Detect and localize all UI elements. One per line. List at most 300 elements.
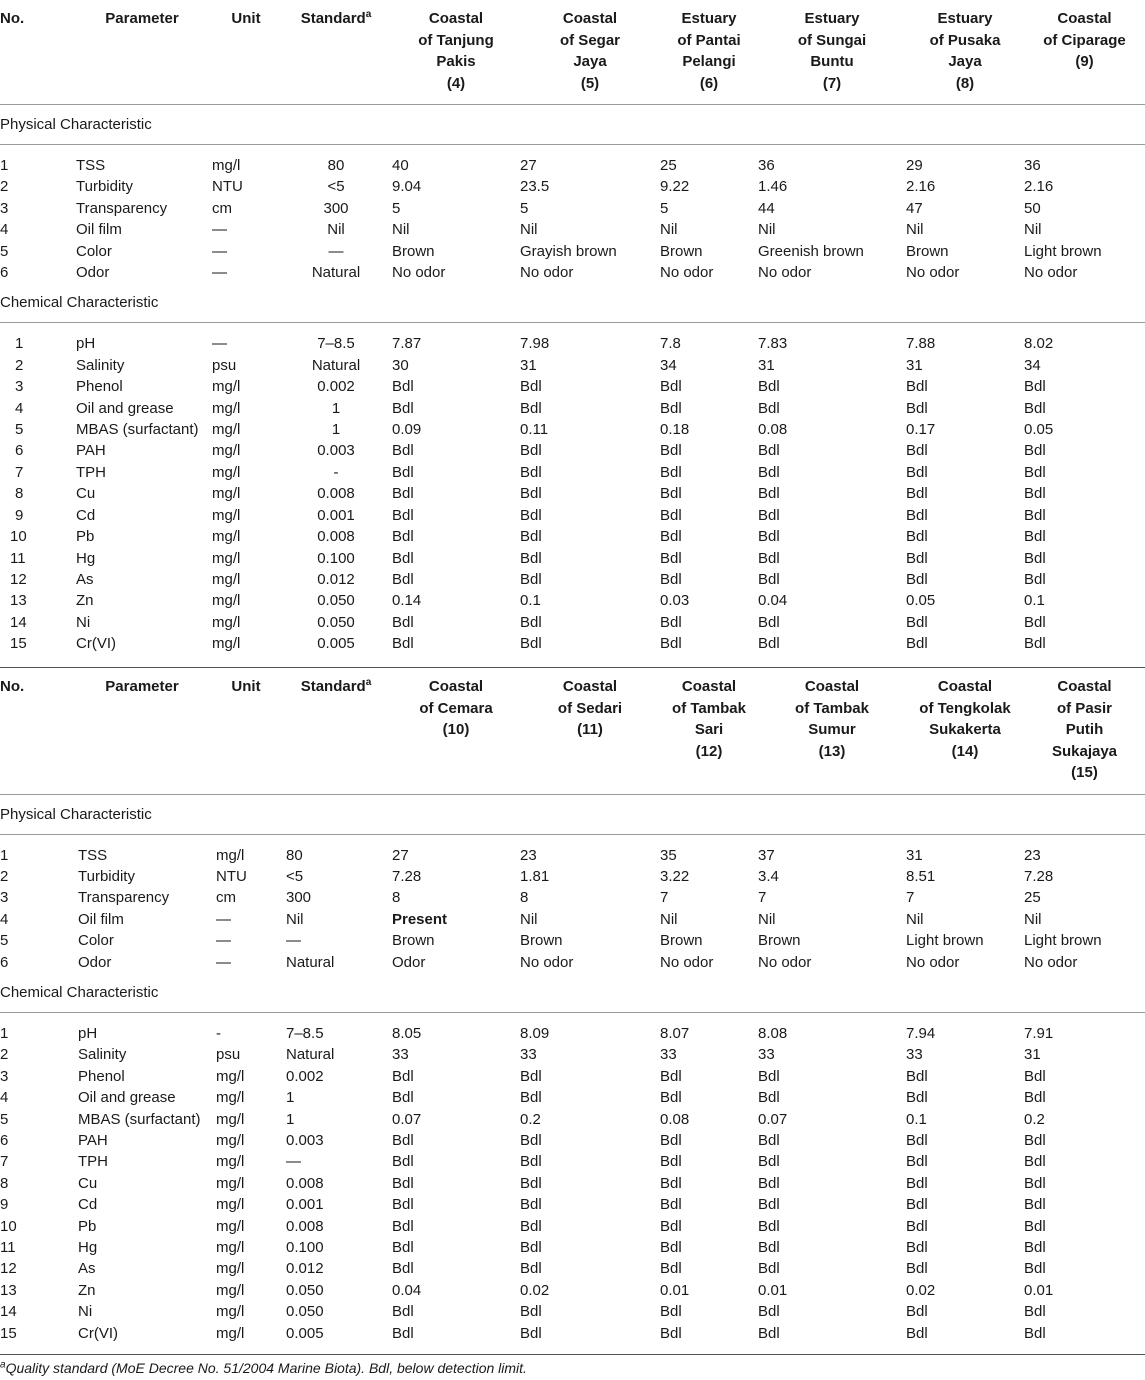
site-value: Bdl bbox=[1024, 1260, 1046, 1278]
row-number: 15 bbox=[10, 635, 27, 653]
site-value: Bdl bbox=[1024, 442, 1046, 460]
header-site-line: Jaya bbox=[948, 53, 982, 70]
header-site-line: (11) bbox=[577, 721, 603, 738]
parameter-name: PAH bbox=[76, 442, 106, 460]
table-footnote bbox=[0, 1360, 527, 1376]
site-value: 34 bbox=[660, 356, 677, 374]
section-title: Physical Characteristic bbox=[0, 105, 1145, 145]
header-site-line: (14) bbox=[951, 742, 979, 760]
parameter-name: Cd bbox=[76, 506, 96, 524]
row-number: 6 bbox=[0, 264, 9, 282]
parameter-name: Cu bbox=[76, 485, 96, 503]
site-value: Bdl bbox=[520, 463, 542, 481]
site-value: Bdl bbox=[392, 1089, 414, 1107]
parameter-name: Color bbox=[76, 242, 112, 260]
site-value: 8.09 bbox=[520, 1024, 550, 1042]
parameter-name: Salinity bbox=[78, 1046, 127, 1064]
site-value: 37 bbox=[758, 846, 775, 864]
header-site-line: Pelangi bbox=[682, 53, 736, 70]
site-value: No odor bbox=[758, 953, 812, 971]
header-site-line: Jaya bbox=[573, 53, 607, 70]
parameter-name: Turbidity bbox=[76, 178, 133, 196]
site-value: No odor bbox=[520, 953, 574, 971]
header-site-line: Estuary bbox=[937, 10, 993, 27]
parameter-name: Transparency bbox=[76, 199, 168, 217]
site-value: Bdl bbox=[660, 1217, 682, 1235]
parameter-name: Zn bbox=[78, 1281, 96, 1299]
site-value: Brown bbox=[906, 242, 949, 260]
parameter-name: Ni bbox=[76, 613, 91, 631]
site-value: 8.08 bbox=[758, 1024, 788, 1042]
site-value: Bdl bbox=[758, 570, 780, 588]
row-number: 4 bbox=[0, 1089, 9, 1107]
header-site-line: of Tambak bbox=[795, 699, 869, 717]
parameter-name: Cu bbox=[78, 1174, 98, 1192]
table-row bbox=[0, 483, 1145, 504]
site-value: 33 bbox=[758, 1046, 775, 1064]
parameter-name: PAH bbox=[78, 1131, 108, 1149]
site-value: No odor bbox=[520, 264, 574, 282]
site-value: Bdl bbox=[660, 1067, 682, 1085]
site-value: Bdl bbox=[906, 570, 928, 588]
row-number: 4 bbox=[0, 221, 9, 239]
site-value: 5 bbox=[520, 199, 529, 217]
site-value: Bdl bbox=[1024, 1239, 1046, 1256]
site-value: Bdl bbox=[1024, 463, 1046, 481]
site-value: Bdl bbox=[906, 613, 928, 631]
site-value: Bdl bbox=[906, 1217, 928, 1235]
header-site-line: (5) bbox=[580, 74, 600, 92]
footnote-text: Quality standard (MoE Decree No. 51/2004 Marine Biota). Bdl, below detection limit. bbox=[5, 1360, 527, 1376]
header-site-line: Putih bbox=[1065, 721, 1104, 738]
table-row bbox=[0, 866, 1145, 887]
site-value: Bdl bbox=[1024, 1067, 1046, 1085]
site-value: Bdl bbox=[520, 442, 542, 460]
header-unit: Unit bbox=[231, 678, 261, 695]
row-number: 13 bbox=[0, 1281, 17, 1299]
table-row bbox=[0, 887, 1145, 908]
row-number: 14 bbox=[0, 1303, 17, 1321]
header-site bbox=[520, 668, 660, 795]
site-value: Bdl bbox=[758, 528, 780, 546]
row-number: 5 bbox=[15, 421, 24, 439]
table-row bbox=[0, 462, 1145, 483]
header-site bbox=[1024, 0, 1145, 105]
standard-value: 0.050 bbox=[286, 1303, 324, 1321]
parameter-name: As bbox=[78, 1260, 96, 1278]
site-value: 27 bbox=[392, 846, 409, 864]
header-site-line: Sukajaya bbox=[1051, 742, 1118, 760]
header-standard bbox=[280, 0, 392, 105]
site-value: 8 bbox=[392, 889, 401, 907]
site-value: Bdl bbox=[1024, 549, 1046, 567]
standard-value: 0.001 bbox=[286, 1196, 324, 1214]
table-row bbox=[0, 1301, 1145, 1322]
table-row bbox=[0, 241, 1145, 262]
row-number: 10 bbox=[10, 528, 27, 546]
table-row bbox=[0, 262, 1145, 283]
site-value: Bdl bbox=[906, 1153, 928, 1171]
parameter-name: Hg bbox=[76, 549, 96, 567]
unit: mg/l bbox=[212, 613, 241, 631]
header-site-line: Sukakerta bbox=[929, 721, 1001, 738]
header-site-line: (15) bbox=[1071, 764, 1098, 781]
header-site-line: Coastal bbox=[428, 10, 484, 27]
site-value: 0.02 bbox=[520, 1281, 550, 1299]
row-number: 5 bbox=[0, 1110, 9, 1128]
row-number: 13 bbox=[10, 592, 27, 610]
site-value: 8.07 bbox=[660, 1024, 690, 1042]
header-site-line: Coastal bbox=[1057, 10, 1112, 27]
site-value: Bdl bbox=[906, 442, 928, 460]
header-site bbox=[660, 0, 758, 105]
site-value: Bdl bbox=[660, 1131, 682, 1149]
parameter-name: Oil film bbox=[76, 221, 122, 239]
site-value: Bdl bbox=[392, 1153, 414, 1171]
site-value: Bdl bbox=[660, 463, 682, 481]
site-value: Nil bbox=[906, 221, 924, 239]
site-value: Bdl bbox=[392, 1174, 414, 1192]
site-value: 33 bbox=[660, 1046, 677, 1064]
site-value: Bdl bbox=[1024, 399, 1046, 417]
site-value: Bdl bbox=[392, 1217, 414, 1235]
site-value: Bdl bbox=[906, 1303, 928, 1321]
site-value: 3.22 bbox=[660, 867, 690, 885]
standard-value: Natural bbox=[286, 953, 335, 971]
site-value: Greenish brown bbox=[758, 242, 864, 260]
standard-value: — bbox=[286, 932, 301, 950]
unit: — bbox=[212, 221, 227, 239]
standard-value: 0.100 bbox=[286, 1239, 324, 1256]
site-value: Brown bbox=[392, 932, 435, 950]
site-value: 47 bbox=[906, 199, 923, 217]
standard-value: 0.003 bbox=[286, 1131, 324, 1149]
standard-value: Nil bbox=[286, 910, 304, 928]
row-number: 12 bbox=[0, 1260, 17, 1278]
site-value: 25 bbox=[660, 157, 677, 174]
header-no: No. bbox=[0, 10, 25, 27]
site-value: Bdl bbox=[906, 1089, 928, 1107]
water-quality-table-bottom bbox=[0, 667, 1145, 1344]
site-value: 0.04 bbox=[392, 1281, 422, 1299]
row-number: 6 bbox=[0, 953, 9, 971]
unit: mg/l bbox=[216, 1217, 245, 1235]
site-value: 0.05 bbox=[1024, 421, 1054, 439]
site-value: Bdl bbox=[520, 613, 542, 631]
unit: mg/l bbox=[212, 635, 241, 653]
unit: mg/l bbox=[212, 528, 241, 546]
header-site-line: of Sungai bbox=[797, 31, 867, 49]
table-row bbox=[0, 612, 1145, 633]
row-number: 7 bbox=[15, 463, 24, 481]
site-value: Bdl bbox=[906, 399, 928, 417]
site-value: Bdl bbox=[520, 485, 542, 503]
site-value: 0.11 bbox=[520, 421, 549, 439]
standard-value: 0.050 bbox=[317, 613, 355, 631]
site-value: Bdl bbox=[520, 570, 542, 588]
site-value: No odor bbox=[660, 953, 714, 971]
table-row bbox=[0, 1323, 1145, 1344]
standard-value: Natural bbox=[286, 1046, 335, 1064]
site-value: Bdl bbox=[758, 549, 780, 567]
unit: mg/l bbox=[216, 1196, 245, 1214]
site-value: Bdl bbox=[1024, 378, 1046, 396]
site-value: 31 bbox=[520, 356, 537, 374]
site-value: Nil bbox=[758, 221, 776, 239]
site-value: 0.2 bbox=[520, 1110, 541, 1128]
site-value: 0.04 bbox=[758, 592, 788, 610]
header-site bbox=[758, 0, 906, 105]
site-value: Bdl bbox=[758, 1067, 780, 1085]
unit: mg/l bbox=[212, 378, 241, 396]
site-value: Bdl bbox=[660, 1089, 682, 1107]
site-value: Bdl bbox=[906, 635, 928, 653]
unit: — bbox=[212, 264, 227, 282]
site-value: 2.16 bbox=[906, 178, 936, 196]
site-value: 34 bbox=[1024, 356, 1041, 374]
section-title: Chemical Characteristic bbox=[0, 973, 1145, 1013]
site-value: 27 bbox=[520, 157, 537, 174]
site-value: 31 bbox=[758, 356, 775, 374]
site-value: Bdl bbox=[660, 442, 682, 460]
unit: NTU bbox=[212, 178, 243, 196]
site-value: Bdl bbox=[392, 1239, 414, 1256]
unit: mg/l bbox=[212, 157, 241, 174]
unit: — bbox=[216, 910, 231, 928]
section-title: Physical Characteristic bbox=[0, 794, 1145, 834]
table-row bbox=[0, 633, 1145, 654]
header-site bbox=[1024, 668, 1145, 795]
site-value: Bdl bbox=[660, 1260, 682, 1278]
site-value: Bdl bbox=[660, 485, 682, 503]
unit: mg/l bbox=[212, 570, 241, 588]
site-value: 8 bbox=[520, 889, 529, 907]
standard-value: 0.005 bbox=[286, 1324, 324, 1342]
site-value: 0.02 bbox=[906, 1281, 936, 1299]
site-value: Bdl bbox=[758, 613, 780, 631]
site-value: Odor bbox=[392, 953, 426, 971]
site-value: Bdl bbox=[758, 506, 780, 524]
site-value: Bdl bbox=[520, 1196, 542, 1214]
site-value: No odor bbox=[1024, 264, 1078, 282]
site-value: No odor bbox=[758, 264, 812, 282]
site-value: Nil bbox=[392, 221, 410, 239]
site-value: Bdl bbox=[906, 1239, 928, 1256]
site-value: 0.05 bbox=[906, 592, 936, 610]
site-value: 7.91 bbox=[1024, 1024, 1054, 1042]
site-value: 7.87 bbox=[392, 335, 422, 353]
parameter-name: As bbox=[76, 570, 94, 588]
standard-value: 0.002 bbox=[317, 378, 355, 396]
table-row bbox=[0, 323, 1145, 355]
site-value: 25 bbox=[1024, 889, 1041, 907]
site-value: 31 bbox=[906, 846, 923, 864]
site-value: 9.22 bbox=[660, 178, 690, 196]
table-section bbox=[0, 283, 1145, 654]
table-row bbox=[0, 1066, 1145, 1087]
header-site bbox=[906, 0, 1024, 105]
unit: — bbox=[212, 335, 227, 353]
unit: — bbox=[212, 242, 227, 260]
parameter-name: Cr(VI) bbox=[76, 635, 116, 653]
site-value: Bdl bbox=[392, 570, 414, 588]
row-number: 2 bbox=[0, 1046, 9, 1064]
standard-value: 0.008 bbox=[317, 528, 355, 546]
parameter-name: Odor bbox=[76, 264, 110, 282]
header-site-line: of Pantai bbox=[677, 31, 741, 49]
table-row bbox=[0, 1012, 1145, 1044]
site-value: Bdl bbox=[660, 399, 682, 417]
site-value: Brown bbox=[660, 932, 703, 950]
row-number: 2 bbox=[0, 178, 9, 196]
header-site-line: of Segar bbox=[559, 31, 620, 49]
unit: - bbox=[216, 1024, 221, 1042]
header-site-line: (9) bbox=[1075, 53, 1094, 70]
table-section bbox=[0, 794, 1145, 973]
table-row bbox=[0, 569, 1145, 590]
table-row bbox=[0, 1237, 1145, 1258]
site-value: Bdl bbox=[392, 378, 414, 396]
unit: mg/l bbox=[216, 1260, 245, 1278]
site-value: Bdl bbox=[1024, 1324, 1046, 1342]
standard-value: 80 bbox=[327, 157, 345, 174]
site-value: 8.51 bbox=[906, 867, 936, 885]
unit: mg/l bbox=[216, 1324, 245, 1342]
standard-value: 80 bbox=[286, 846, 303, 864]
table-row bbox=[0, 548, 1145, 569]
standard-value: 0.008 bbox=[286, 1174, 324, 1192]
header-site-line: (4) bbox=[446, 74, 466, 92]
table-row bbox=[0, 219, 1145, 240]
table-row bbox=[0, 440, 1145, 461]
site-value: Nil bbox=[520, 910, 538, 928]
site-value: 0.2 bbox=[1024, 1110, 1045, 1128]
site-value: Bdl bbox=[758, 1089, 780, 1107]
parameter-name: Pb bbox=[78, 1217, 97, 1235]
header-parameter: Parameter bbox=[105, 10, 179, 27]
parameter-name: TSS bbox=[76, 157, 106, 174]
row-number: 9 bbox=[15, 506, 24, 524]
header-site bbox=[758, 668, 906, 795]
standard-value: 0.012 bbox=[317, 570, 355, 588]
unit: mg/l bbox=[216, 1153, 245, 1171]
site-value: Bdl bbox=[520, 1089, 542, 1107]
parameter-name: Oil and grease bbox=[78, 1089, 176, 1107]
header-site-line: of Sedari bbox=[557, 699, 623, 717]
site-value: Bdl bbox=[1024, 485, 1046, 503]
site-value: Nil bbox=[660, 910, 678, 928]
site-value: Bdl bbox=[1024, 1303, 1046, 1321]
row-number: 3 bbox=[0, 1067, 9, 1085]
table-row bbox=[0, 834, 1145, 866]
site-value: 7.83 bbox=[758, 335, 788, 353]
site-value: 7.98 bbox=[520, 335, 550, 353]
site-value: 29 bbox=[906, 157, 923, 174]
site-value: Bdl bbox=[1024, 1131, 1046, 1149]
site-value: 0.08 bbox=[758, 421, 788, 439]
parameter-name: Cr(VI) bbox=[78, 1324, 118, 1342]
table-row bbox=[0, 1044, 1145, 1065]
site-value: Bdl bbox=[906, 1174, 928, 1192]
site-value: No odor bbox=[392, 264, 446, 282]
row-number: 11 bbox=[0, 1239, 16, 1256]
header-site-line: of Pusaka bbox=[929, 31, 1001, 49]
parameter-name: Phenol bbox=[78, 1067, 125, 1085]
table-bottom-rule bbox=[0, 1354, 1145, 1355]
standard-value: 0.002 bbox=[286, 1067, 324, 1085]
site-value: 5 bbox=[660, 199, 669, 217]
standard-value: <5 bbox=[327, 178, 345, 196]
table-row bbox=[0, 355, 1145, 376]
parameter-name: Turbidity bbox=[78, 867, 135, 885]
row-number: 7 bbox=[0, 1153, 9, 1171]
site-value: 7 bbox=[660, 889, 669, 907]
unit: mg/l bbox=[216, 1131, 245, 1149]
site-value: 33 bbox=[906, 1046, 923, 1064]
standard-value: 0.001 bbox=[317, 506, 355, 524]
row-number: 1 bbox=[0, 1024, 9, 1042]
unit: mg/l bbox=[212, 442, 241, 460]
site-value: Brown bbox=[520, 932, 563, 950]
site-value: Light brown bbox=[906, 932, 984, 950]
parameter-name: Oil film bbox=[78, 910, 124, 928]
row-number: 1 bbox=[15, 335, 24, 353]
site-value: Bdl bbox=[520, 1303, 542, 1321]
header-site bbox=[392, 0, 520, 105]
site-value: No odor bbox=[906, 264, 960, 282]
site-value: Bdl bbox=[758, 635, 780, 653]
site-value: Bdl bbox=[660, 1196, 682, 1214]
header-site-line: of Pasir bbox=[1056, 699, 1113, 717]
site-value: Bdl bbox=[660, 1153, 682, 1171]
parameter-name: Color bbox=[78, 932, 114, 950]
site-value: 36 bbox=[758, 157, 775, 174]
site-value: 23.5 bbox=[520, 178, 550, 196]
site-value: Bdl bbox=[392, 463, 414, 481]
site-value: Bdl bbox=[1024, 506, 1046, 524]
parameter-name: Cd bbox=[78, 1196, 98, 1214]
table-row bbox=[0, 145, 1145, 177]
site-value: Bdl bbox=[906, 549, 928, 567]
site-value: Bdl bbox=[392, 485, 414, 503]
standard-value: 0.008 bbox=[317, 485, 355, 503]
unit: mg/l bbox=[212, 549, 241, 567]
standard-value: 0.003 bbox=[317, 442, 355, 460]
site-value: Bdl bbox=[1024, 1174, 1046, 1192]
site-value: Bdl bbox=[520, 378, 542, 396]
site-value: Bdl bbox=[392, 1067, 414, 1085]
site-value: Bdl bbox=[906, 1067, 928, 1085]
site-value: Bdl bbox=[392, 442, 414, 460]
parameter-name: Odor bbox=[78, 953, 112, 971]
unit: mg/l bbox=[212, 592, 241, 610]
site-value: Light brown bbox=[1024, 932, 1102, 950]
row-number: 15 bbox=[0, 1324, 17, 1342]
standard-value: 7–8.5 bbox=[317, 335, 355, 353]
site-value: 0.01 bbox=[660, 1281, 690, 1299]
parameter-name: TSS bbox=[78, 846, 108, 864]
site-value: Bdl bbox=[520, 399, 542, 417]
site-value: Bdl bbox=[660, 506, 682, 524]
site-value: Bdl bbox=[906, 506, 928, 524]
table-row bbox=[0, 930, 1145, 951]
site-value: 23 bbox=[1024, 846, 1041, 864]
row-number: 9 bbox=[0, 1196, 9, 1214]
site-value: 0.01 bbox=[1024, 1281, 1054, 1299]
site-value: 0.14 bbox=[392, 592, 422, 610]
site-value: Bdl bbox=[906, 485, 928, 503]
row-number: 5 bbox=[0, 932, 9, 950]
